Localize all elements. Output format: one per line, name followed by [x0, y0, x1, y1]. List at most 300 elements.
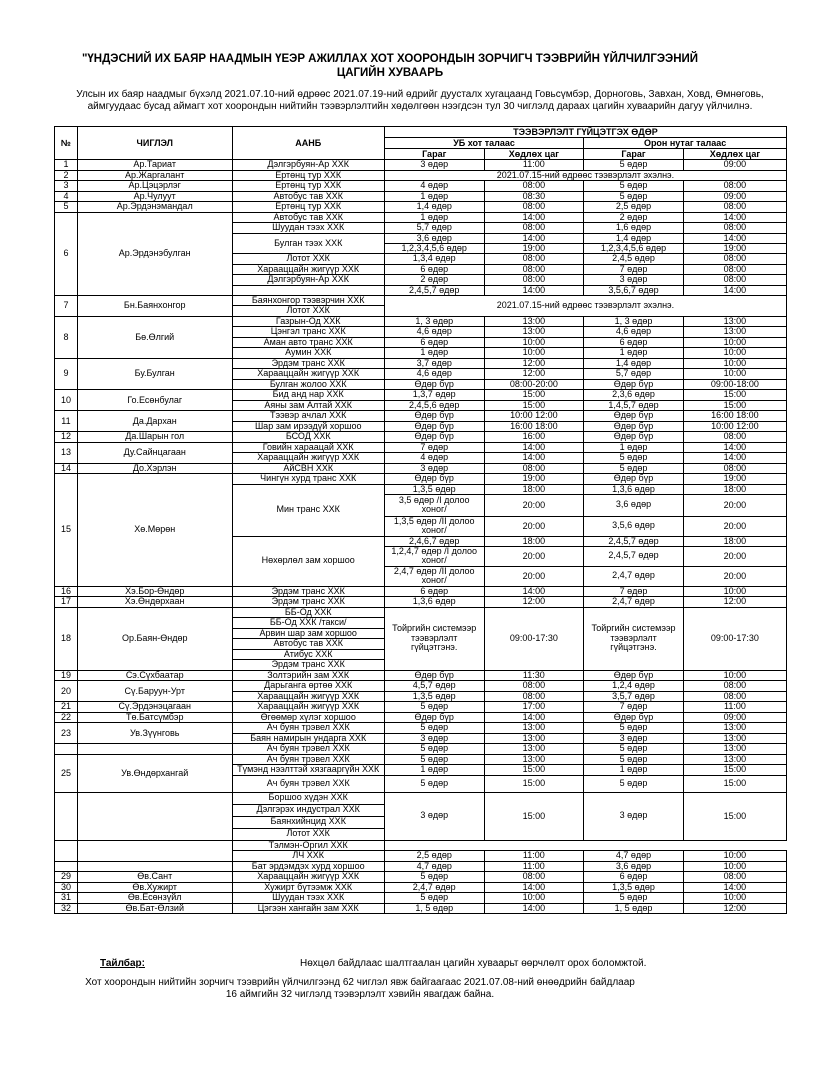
cell-no: 14 — [55, 463, 78, 474]
cell-company: Золтэрийн зам ХХК — [232, 670, 384, 681]
table-row — [55, 670, 787, 681]
cell-company — [232, 285, 384, 295]
cell-ub-day: 4,6 өдөр — [384, 369, 484, 380]
cell-local-day: 3,6 өдөр — [584, 861, 684, 872]
cell-company: Өгөөмөр хүлэг хоршоо — [232, 712, 384, 723]
cell-local-time: 20:00 — [683, 494, 786, 516]
cell-local-day: 1,2,3,4,5,6 өдөр — [584, 243, 684, 254]
cell-ub-time: 18:00 — [484, 484, 584, 494]
cell-local-time: 16:00 18:00 — [683, 411, 786, 422]
cell-ub-day: 3 өдөр — [384, 160, 484, 171]
cell-ub-day: 4 өдөр — [384, 181, 484, 192]
table-row — [55, 681, 787, 692]
cell-ub-day: 1,2,3,4,5,6 өдөр — [384, 243, 484, 254]
cell-route: Ор.Баян-Өндөр — [77, 607, 232, 670]
table-row — [55, 893, 787, 904]
cell-local-time: 08:00 — [683, 681, 786, 692]
cell-ub-time: 18:00 — [484, 536, 584, 546]
cell-ub-day: 3 өдөр — [384, 733, 484, 744]
cell-local-day: Өдөр бүр — [584, 421, 684, 432]
cell-local-time: 08:00 — [683, 275, 786, 286]
cell-local-time: 10:00 — [683, 851, 786, 862]
table-row — [55, 181, 787, 192]
cell-no: 13 — [55, 442, 78, 463]
table-row — [55, 840, 787, 851]
cell-ub-day: 5 өдөр — [384, 893, 484, 904]
footer-note: Нөхцөл байдлаас шалтгаалан цагийн хуваарьт өөрчлөлт орох боломжтой. — [300, 958, 647, 969]
header-no: № — [55, 127, 78, 160]
cell-no: 5 — [55, 202, 78, 213]
cell-local-time: 09:00-17:30 — [683, 607, 786, 670]
cell-route: Да.Шарын гол — [77, 432, 232, 443]
cell-company: Говийн хараацай ХХК — [232, 442, 384, 453]
cell-ub-time: 13:00 — [484, 754, 584, 765]
cell-local-time: 13:00 — [683, 327, 786, 338]
cell-local-time: 19:00 — [683, 243, 786, 254]
cell-local-time: 20:00 — [683, 566, 786, 586]
cell-no: 18 — [55, 607, 78, 670]
cell-ub-time: 08:00 — [484, 681, 584, 692]
cell-local-day: 6 өдөр — [584, 337, 684, 348]
intro-paragraph: Улсын их баяр наадмыг бүхэлд 2021.07.10-ний өдрөөс 2021.07.19-ний өдрийг дуусталх хугацаанд Говьсүмбэр, Дорноговь, Завхан, Ховд, Өмнөговь, аймгуудаас бусад аймагт хот хоорондын нийтийн тээвэрлэлтийн хөдөлгөөн нээгдсэн тул 30 чиглэлд дараах цагийн хуваарийн дагуу үйлчилнэ. — [76, 89, 764, 112]
table-row — [55, 411, 787, 422]
cell-local-day: 2,4,5 өдөр — [584, 254, 684, 265]
cell-ub-day: 1,3,5 өдөр — [384, 691, 484, 702]
cell-ub-day: Өдөр бүр — [384, 670, 484, 681]
cell-company: Дэлгэрбуян-Ар ХХК — [232, 275, 384, 286]
cell-company: Дэлгэрэх индустрал ХХК — [232, 804, 384, 816]
cell-ub-day: 6 өдөр — [384, 337, 484, 348]
cell-route: Ар.Эрдэнэмандал — [77, 202, 232, 213]
cell-ub-time: 12:00 — [484, 369, 584, 380]
cell-company: Түмэнд нээлттэй хязгааргүйн ХХК — [232, 765, 384, 776]
cell-company: Цэнгэл транс ХХК — [232, 327, 384, 338]
cell-local-time: 14:00 — [683, 233, 786, 243]
cell-route: Өв.Бат-Өлзий — [77, 903, 232, 914]
cell-ub-time: 14:00 — [484, 882, 584, 893]
cell-route — [77, 861, 232, 872]
cell-local-day: Өдөр бүр — [584, 411, 684, 422]
cell-ub-day: 6 өдөр — [384, 586, 484, 597]
cell-local-time: 10:00 — [683, 670, 786, 681]
cell-local-time: 12:00 — [683, 903, 786, 914]
cell-company: Ертөнц тур ХХК — [232, 181, 384, 192]
cell-local-time: 10:00 — [683, 337, 786, 348]
table-row — [55, 170, 787, 181]
cell-local-time: 10:00 — [683, 348, 786, 359]
header-days: ТЭЭВЭРЛЭЛТ ГҮЙЦЭТГЭХ ӨДӨР — [384, 127, 786, 138]
cell-local-day: 2,4,5,7 өдөр — [584, 546, 684, 566]
cell-route: Өв.Сант — [77, 872, 232, 883]
cell-local-time: 08:00 — [683, 223, 786, 234]
cell-ub-time: 08:30 — [484, 191, 584, 202]
cell-ub-day: 1,3,5 өдөр /II долоо хоног/ — [384, 516, 484, 536]
cell-ub-day: 1,3,5 өдөр — [384, 484, 484, 494]
cell-ub-time: 08:00 — [484, 275, 584, 286]
cell-local-time: 14:00 — [683, 212, 786, 223]
cell-company: Баянхонгор тээвэрчин ХХК — [232, 295, 384, 306]
cell-ub-time: 12:00 — [484, 597, 584, 608]
table-row — [55, 295, 787, 306]
cell-route: Ар.Жаргалант — [77, 170, 232, 181]
footer-label: Тайлбар: — [100, 958, 145, 969]
cell-ub-time: 16:00 — [484, 432, 584, 443]
cell-ub-day: 4,7 өдөр — [384, 861, 484, 872]
cell-local-day: 3,5,7 өдөр — [584, 691, 684, 702]
table-row — [55, 202, 787, 213]
cell-local-time: 14:00 — [683, 442, 786, 453]
cell-local-day: Өдөр бүр — [584, 474, 684, 485]
cell-ub-time: 15:00 — [484, 765, 584, 776]
cell-local-day: 1,4 өдөр — [584, 233, 684, 243]
cell-company: Ертөнц тур ХХК — [232, 170, 384, 181]
cell-ub-time: 14:00 — [484, 586, 584, 597]
cell-no — [55, 861, 78, 872]
cell-ub-time: 15:00 — [484, 390, 584, 401]
cell-local-day: 5 өдөр — [584, 775, 684, 792]
cell-ub-day: Өдөр бүр — [384, 421, 484, 432]
cell-ub-time: 14:00 — [484, 903, 584, 914]
cell-ub-day: 3 өдөр — [384, 463, 484, 474]
cell-ub-time: 08:00 — [484, 202, 584, 213]
cell-local-time: 15:00 — [683, 775, 786, 792]
cell-local-time: 14:00 — [683, 882, 786, 893]
cell-local-time: 14:00 — [683, 285, 786, 295]
cell-ub-day: 2,4,7 өдөр — [384, 882, 484, 893]
cell-no: 16 — [55, 586, 78, 597]
cell-local-day: 5 өдөр — [584, 160, 684, 171]
cell-route: Ар.Эрдэнэбулган — [77, 212, 232, 295]
cell-company: Дэлгэрбуян-Ар ХХК — [232, 160, 384, 171]
cell-ub-day: 3,5 өдөр /I долоо хоног/ — [384, 494, 484, 516]
cell-local-time: 10:00 — [683, 358, 786, 369]
cell-local-day: 1, 5 өдөр — [584, 903, 684, 914]
cell-route: Өв.Хужирт — [77, 882, 232, 893]
cell-ub-day: 3,7 өдөр — [384, 358, 484, 369]
cell-no — [55, 840, 78, 861]
cell-ub-day: 2,4,5,7 өдөр — [384, 285, 484, 295]
cell-company: Ач буян трэвел ХХК — [232, 723, 384, 734]
cell-ub-time: 20:00 — [484, 566, 584, 586]
cell-company: Ач буян трэвел ХХК — [232, 775, 384, 792]
cell-no: 19 — [55, 670, 78, 681]
cell-route: Бн.Баянхонгор — [77, 295, 232, 316]
cell-no: 2 — [55, 170, 78, 181]
cell-ub-day: 2,5 өдөр — [384, 851, 484, 862]
cell-local-time: 19:00 — [683, 474, 786, 485]
cell-company: Харааццайн жигүүр ХХК — [232, 453, 384, 464]
cell-ub-time: 10:00 12:00 — [484, 411, 584, 422]
cell-local-time: 08:00 — [683, 432, 786, 443]
cell-local-day: 1,6 өдөр — [584, 223, 684, 234]
cell-no: 29 — [55, 872, 78, 883]
cell-local-day: 6 өдөр — [584, 872, 684, 883]
cell-company: Эрдэм транс ХХК — [232, 597, 384, 608]
cell-local-time: 18:00 — [683, 484, 786, 494]
cell-route: Ар.Чулуут — [77, 191, 232, 202]
cell-local-day: 4,7 өдөр — [584, 851, 684, 862]
cell-company: БСОД ХХК — [232, 432, 384, 443]
table-row — [55, 463, 787, 474]
cell-ub-day: 5,7 өдөр — [384, 223, 484, 234]
schedule-body — [55, 160, 787, 914]
cell-company: Арвин шар зам хоршоо — [232, 628, 384, 639]
cell-company: ББ-Од ХХК /такси/ — [232, 618, 384, 629]
cell-ub-time: 15:00 — [484, 400, 584, 411]
cell-company: Лотот ХХК — [232, 828, 384, 840]
cell-route: Хө.Мөрөн — [77, 474, 232, 587]
cell-company: Нөхөрлөл зам хоршоо — [232, 536, 384, 586]
cell-ub-time: 09:00-17:30 — [484, 607, 584, 670]
table-row — [55, 872, 787, 883]
cell-local-day: 1,3,5 өдөр — [584, 882, 684, 893]
cell-company: Лотот ХХК — [232, 254, 384, 265]
cell-company: Булган тээх ХХК — [232, 233, 384, 254]
cell-no: 9 — [55, 358, 78, 390]
cell-ub-time: 14:00 — [484, 712, 584, 723]
cell-no: 3 — [55, 181, 78, 192]
cell-route: Ар.Цэцэрлэг — [77, 181, 232, 192]
cell-route: Ув.Зүүнговь — [77, 723, 232, 744]
table-row — [55, 474, 787, 485]
cell-ub-time: 20:00 — [484, 546, 584, 566]
cell-local-day: 7 өдөр — [584, 264, 684, 275]
cell-company: Бид анд нар ХХК — [232, 390, 384, 401]
cell-ub-day: 1,2,4,7 өдөр /I долоо хоног/ — [384, 546, 484, 566]
cell-ub-day: 2,4,6,7 өдөр — [384, 536, 484, 546]
cell-route: Тө.Батсүмбэр — [77, 712, 232, 723]
cell-ub-day: Өдөр бүр — [384, 712, 484, 723]
table-row — [55, 212, 787, 223]
cell-company: Хужирт бүтээмж ХХК — [232, 882, 384, 893]
cell-local-day: 2,4,5,7 өдөр — [584, 536, 684, 546]
cell-ub-day: 2,4,5,6 өдөр — [384, 400, 484, 411]
cell-route: Өв.Есөнзүйл — [77, 893, 232, 904]
cell-company: Автобус тав ХХК — [232, 639, 384, 650]
cell-local-time: 13:00 — [683, 316, 786, 327]
cell-ub-time: 15:00 — [484, 775, 584, 792]
cell-ub-day: 3,6 өдөр — [384, 233, 484, 243]
cell-no: 8 — [55, 316, 78, 358]
cell-local-day: 3 өдөр — [584, 733, 684, 744]
cell-local-time: 20:00 — [683, 516, 786, 536]
cell-local-time: 13:00 — [683, 744, 786, 755]
cell-route: До.Хэрлэн — [77, 463, 232, 474]
cell-company: Аман авто транс ХХК — [232, 337, 384, 348]
cell-company: Автобус тав ХХК — [232, 191, 384, 202]
cell-local-day: 1 өдөр — [584, 765, 684, 776]
cell-company: Автобус тав ХХК — [232, 212, 384, 223]
cell-no: 32 — [55, 903, 78, 914]
footer-text: Хот хоорондын нийтийн зорчигч тээврийн үйлчилгээнд 62 чиглэл явж байгаагаас 2021.07.08-ний өнөөдрийн байдлаар 16 аймгийн 32 чиглэлд тээвэрлэлт хэвийн явагдаж байна. — [85, 977, 635, 1000]
cell-local-time: 10:00 — [683, 586, 786, 597]
cell-ub-day: 5 өдөр — [384, 744, 484, 755]
cell-local-day: Өдөр бүр — [584, 379, 684, 390]
cell-company: Харааццайн жигүүр ХХК — [232, 872, 384, 883]
cell-local-day: 5 өдөр — [584, 463, 684, 474]
cell-no — [55, 792, 78, 840]
cell-ub-day: 4 өдөр — [384, 453, 484, 464]
cell-local-day: 3,5,6 өдөр — [584, 516, 684, 536]
cell-ub-time: 13:00 — [484, 316, 584, 327]
cell-ub-day: Өдөр бүр — [384, 474, 484, 485]
cell-no: 30 — [55, 882, 78, 893]
cell-ub-time: 13:00 — [484, 723, 584, 734]
cell-company: Боршоо хүдэн ХХК — [232, 792, 384, 804]
cell-local-day: 3,6 өдөр — [584, 494, 684, 516]
cell-ub-day: 1,3,7 өдөр — [384, 390, 484, 401]
cell-local-time: 10:00 — [683, 893, 786, 904]
cell-ub-day: 6 өдөр — [384, 264, 484, 275]
table-row — [55, 191, 787, 202]
cell-local-time: 14:00 — [683, 453, 786, 464]
cell-ub-day: 1 өдөр — [384, 191, 484, 202]
header-route: ЧИГЛЭЛ — [77, 127, 232, 160]
table-row — [55, 432, 787, 443]
cell-local-day: 1, 3 өдөр — [584, 316, 684, 327]
cell-local-time: 12:00 — [683, 597, 786, 608]
cell-ub-time: 08:00 — [484, 463, 584, 474]
cell-local-time: 15:00 — [683, 792, 786, 840]
cell-local-day: 5,7 өдөр — [584, 369, 684, 380]
cell-company: Ач буян трэвел ХХК — [232, 744, 384, 755]
cell-ub-time: 10:00 — [484, 337, 584, 348]
cell-company: Чингүн хурд транс ХХК — [232, 474, 384, 485]
cell-local-time: 13:00 — [683, 723, 786, 734]
header-company: ААНБ — [232, 127, 384, 160]
cell-local-day: Өдөр бүр — [584, 670, 684, 681]
cell-ub-day: 1,3,6 өдөр — [384, 597, 484, 608]
cell-ub-time: 08:00-20:00 — [484, 379, 584, 390]
cell-ub-time: 13:00 — [484, 327, 584, 338]
cell-local-day: 5 өдөр — [584, 181, 684, 192]
cell-ub-day: 5 өдөр — [384, 702, 484, 713]
cell-local-day: 1,4 өдөр — [584, 358, 684, 369]
cell-company: Тээвэр ачлал ХХК — [232, 411, 384, 422]
table-row — [55, 586, 787, 597]
cell-ub-day: 5 өдөр — [384, 775, 484, 792]
cell-ub-time: 08:00 — [484, 872, 584, 883]
cell-company: Ертөнц тур ХХК — [232, 202, 384, 213]
cell-local-time: 15:00 — [683, 390, 786, 401]
header-local-time: Хөдлөх цаг — [683, 149, 786, 160]
cell-local-day: 3 өдөр — [584, 275, 684, 286]
table-row — [55, 442, 787, 453]
cell-route: Бу.Булган — [77, 358, 232, 390]
cell-no: 31 — [55, 893, 78, 904]
cell-company: Цэгээн хангайн зам ХХК — [232, 903, 384, 914]
cell-local-day: 1 өдөр — [584, 442, 684, 453]
cell-no: 17 — [55, 597, 78, 608]
table-row — [55, 723, 787, 734]
cell-local-time: 15:00 — [683, 765, 786, 776]
cell-local-time: 13:00 — [683, 733, 786, 744]
cell-ub-time: 20:00 — [484, 494, 584, 516]
cell-ub-time: 14:00 — [484, 442, 584, 453]
cell-company: Эрдэм транс ХХК — [232, 358, 384, 369]
cell-company: Аумин ХХК — [232, 348, 384, 359]
table-row — [55, 607, 787, 618]
cell-local-day: 1,4,5,7 өдөр — [584, 400, 684, 411]
cell-local-day: Тойргийн системээр тээвэрлэлт гүйцэтгэнэ. — [584, 607, 684, 670]
cell-ub-day: 7 өдөр — [384, 442, 484, 453]
cell-local-time: 13:00 — [683, 754, 786, 765]
cell-ub-day: 1 өдөр — [384, 765, 484, 776]
cell-local-time: 08:00 — [683, 691, 786, 702]
cell-company: Харааццайн жигүүр ХХК — [232, 264, 384, 275]
cell-company: Харааццайн жигүүр ХХК — [232, 691, 384, 702]
header-ub-time: Хөдлөх цаг — [484, 149, 584, 160]
cell-route: Сү.Эрдэнэцагаан — [77, 702, 232, 713]
cell-ub-day: 1 өдөр — [384, 212, 484, 223]
cell-local-time: 09:00-18:00 — [683, 379, 786, 390]
cell-route: Хэ.Бор-Өндөр — [77, 586, 232, 597]
cell-local-day: 2 өдөр — [584, 212, 684, 223]
cell-company: Харааццайн жигүүр ХХК — [232, 369, 384, 380]
cell-local-time: 08:00 — [683, 254, 786, 265]
cell-local-day: 2,4,7 өдөр — [584, 597, 684, 608]
cell-ub-day: 1,3,4 өдөр — [384, 254, 484, 265]
cell-company: Тэлмэн-Оргил ХХК — [232, 840, 384, 851]
cell-local-day: 2,4,7 өдөр — [584, 566, 684, 586]
cell-company: Баянхийнцид ХХК — [232, 816, 384, 828]
table-row — [55, 358, 787, 369]
cell-ub-time: 10:00 — [484, 893, 584, 904]
cell-company: Аяны зам Алтай ХХК — [232, 400, 384, 411]
cell-local-day: 1 өдөр — [584, 348, 684, 359]
cell-ub-day: Тойргийн системээр тээвэрлэлт гүйцэтгэнэ. — [384, 607, 484, 670]
cell-no: 10 — [55, 390, 78, 411]
cell-ub-time: 11:00 — [484, 861, 584, 872]
page-title: "ҮНДЭСНИЙ ИХ БАЯР НААДМЫН ҮЕЭР АЖИЛЛАХ ХОТ ХООРОНДЫН ЗОРЧИГЧ ТЭЭВРИЙН ҮЙЛЧИЛГЭЭНИЙ ЦАГИЙН ХУВААРЬ — [81, 53, 699, 79]
cell-ub-time: 14:00 — [484, 453, 584, 464]
cell-route: Сү.Баруун-Урт — [77, 681, 232, 702]
cell-local-day: 5 өдөр — [584, 744, 684, 755]
table-row — [55, 882, 787, 893]
cell-no: 15 — [55, 474, 78, 587]
cell-company: Булган жолоо ХХК — [232, 379, 384, 390]
cell-ub-time: 15:00 — [484, 792, 584, 840]
cell-company: ББ-Од ХХК — [232, 607, 384, 618]
cell-local-day: 1,2,4 өдөр — [584, 681, 684, 692]
cell-local-time: 20:00 — [683, 546, 786, 566]
cell-ub-time: 11:30 — [484, 670, 584, 681]
cell-no: 11 — [55, 411, 78, 432]
cell-local-time: 18:00 — [683, 536, 786, 546]
cell-ub-time: 11:00 — [484, 851, 584, 862]
cell-local-day: 4,6 өдөр — [584, 327, 684, 338]
cell-ub-day: 4,5,7 өдөр — [384, 681, 484, 692]
cell-local-day: 2,3,6 өдөр — [584, 390, 684, 401]
cell-ub-time: 20:00 — [484, 516, 584, 536]
cell-ub-day: Өдөр бүр — [384, 432, 484, 443]
cell-ub-time: 14:00 — [484, 285, 584, 295]
cell-no: 4 — [55, 191, 78, 202]
cell-note: 2021.07.15-ний өдрөөс тээвэрлэлт эхэлнэ. — [384, 295, 786, 316]
cell-ub-time: 13:00 — [484, 744, 584, 755]
cell-ub-day: 3 өдөр — [384, 792, 484, 840]
cell-local-day: Өдөр бүр — [584, 712, 684, 723]
table-row — [55, 597, 787, 608]
cell-company: Лотот ХХК — [232, 306, 384, 317]
cell-no — [55, 744, 78, 755]
cell-local-time: 09:00 — [683, 191, 786, 202]
cell-ub-time: 08:00 — [484, 254, 584, 265]
cell-route: Ар.Тариат — [77, 160, 232, 171]
cell-ub-time: 10:00 — [484, 348, 584, 359]
cell-no: 20 — [55, 681, 78, 702]
header-ub-day: Гараг — [384, 149, 484, 160]
